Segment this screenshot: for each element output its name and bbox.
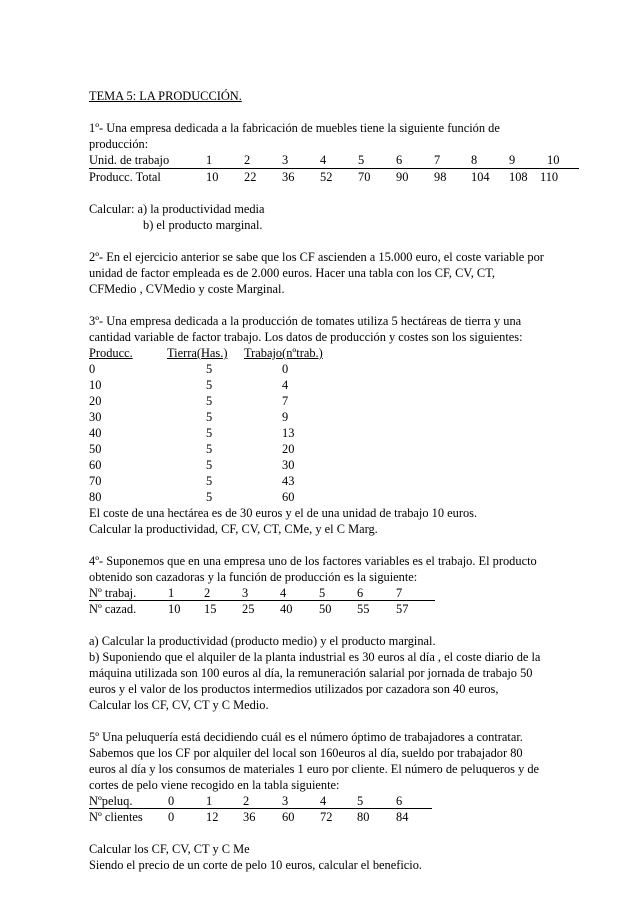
ex4-cell: 10 [168,602,181,616]
ex4-part-a: a) Calcular la productividad (producto medio) y el producto marginal. [89,634,436,648]
ex3-cell: 50 [89,442,102,456]
ex4-cell: 57 [396,602,409,616]
ex3-line1: 3º- Una empresa dedicada a la producción de tomates utiliza 5 hectáreas de tierra y una [89,314,522,328]
ex3-cell: 7 [282,394,289,408]
ex2-line2: unidad de factor empleada es de 2.000 euros. Hacer una tabla con los CF, CV, CT, [89,266,495,280]
ex3-table-row [89,425,579,441]
ex1-intro-line2: producción: [89,137,149,151]
ex1-calc-line2: b) el producto marginal. [143,218,263,232]
ex1-cell: 108 [509,170,528,184]
ex3-cell: 20 [89,394,102,408]
ex3-cell: 70 [89,474,102,488]
document-page [89,88,579,873]
ex3-line3: El coste de una hectárea es de 30 euros y el de una unidad de trabajo 10 euros. [89,506,478,520]
ex4-row1-underline [89,585,435,601]
ex1-calc-line1: Calcular: a) la productividad media [89,202,265,216]
ex3-cell: 5 [206,442,213,456]
ex1-cell: 10 [206,170,219,184]
ex1-cell: 6 [396,153,403,167]
ex4-table-row1 [89,585,579,601]
ex5-cell: 72 [320,810,333,824]
ex4-cell: 2 [204,586,211,600]
ex1-cell: 22 [244,170,257,184]
ex4-row2-label: Nº cazad. [89,602,137,616]
ex3-cell: 60 [282,490,295,504]
ex3-table-body [89,361,579,505]
ex4-line1: 4º- Suponemos que en una empresa uno de los factores variables es el trabajo. El producto [89,554,537,568]
ex5-cell: 0 [168,810,175,824]
ex4-table-row2 [89,601,579,617]
ex4-cell: 15 [204,602,217,616]
ex4-cell: 25 [242,602,255,616]
ex1-cell: 70 [358,170,371,184]
ex5-line6: Siendo el precio de un corte de pelo 10 euros, calcular el beneficio. [89,858,423,872]
ex1-cell: 90 [396,170,409,184]
ex3-cell: 9 [282,410,289,424]
ex1-row2-label: Producc. Total [89,170,161,184]
ex5-cell: 80 [357,810,370,824]
ex4-part-b-line3: euros y el valor de los productos intermedios utilizados por cazadora son 40 euros, [89,682,499,696]
ex1-cell: 7 [434,153,441,167]
ex1-cell: 36 [282,170,295,184]
ex3-cell: 5 [206,410,213,424]
ex3-cell: 20 [282,442,295,456]
ex5-line4: cortes de pelo viene recogido en la tabla siguiente: [89,778,340,792]
ex3-table-row [89,377,579,393]
ex3-cell: 5 [206,458,213,472]
ex3-table-row [89,393,579,409]
ex1-row1-label: Unid. de trabajo [89,153,170,167]
ex1-cell: 98 [434,170,447,184]
ex3-cell: 4 [282,378,289,392]
ex1-cell: 52 [320,170,333,184]
ex1-cell: 5 [358,153,365,167]
ex4-row1-label: Nº trabaj. [89,586,137,600]
ex5-cell: 6 [396,794,403,808]
ex5-line5: Calcular los CF, CV, CT y C Me [89,842,250,856]
ex3-cell: 5 [206,474,213,488]
ex3-line2: cantidad variable de factor trabajo. Los datos de producción y costes son los siguientes: [89,330,523,344]
ex3-cell: 5 [206,362,213,376]
ex4-cell: 6 [357,586,364,600]
ex3-table-row [89,361,579,377]
ex1-table-row1 [89,152,579,169]
ex1-cell: 4 [320,153,327,167]
ex4-part-b-line4: Calcular los CF, CV, CT y C Medio. [89,698,269,712]
ex5-cell: 2 [243,794,250,808]
ex5-cell: 84 [396,810,409,824]
ex3-table-row [89,473,579,489]
ex1-table-row2 [89,169,579,185]
ex4-cell: 55 [357,602,370,616]
ex1-cell: 3 [282,153,289,167]
ex5-cell: 1 [206,794,213,808]
ex4-part-b-line2: máquina utilizada son 100 euros al día, la remuneración salarial por jornada de trabajo 50 [89,666,533,680]
ex4-cell: 40 [280,602,293,616]
ex5-line3: euros al día y los consumos de materiales 1 euro por cliente. El número de peluqueros y de [89,762,540,776]
ex5-cell: 60 [282,810,295,824]
ex3-cell: 0 [282,362,289,376]
ex5-cell: 3 [282,794,289,808]
ex3-header-tierra: Tierra(Has.) [167,346,228,360]
ex5-table-row2 [89,809,579,825]
ex4-cell: 4 [280,586,287,600]
ex5-cell: 4 [320,794,327,808]
ex3-header-trabajo: Trabajo(nºtrab.) [244,346,323,360]
ex3-header-producc: Producc. [89,346,133,360]
ex3-cell: 10 [89,378,102,392]
ex3-cell: 30 [89,410,102,424]
ex5-table-row1 [89,793,579,809]
ex3-cell: 5 [206,490,213,504]
ex1-cell: 1 [206,153,213,167]
ex2-line1: 2º- En el ejercicio anterior se sabe que los CF ascienden a 15.000 euro, el coste variable por [89,250,544,264]
ex5-row1-label: Nºpeluq. [89,794,133,808]
ex3-table-row [89,409,579,425]
ex3-table-header [89,345,579,361]
ex3-cell: 13 [282,426,295,440]
ex2-line3: CFMedio , CVMedio y coste Marginal. [89,282,285,296]
document-title: TEMA 5: LA PRODUCCIÓN. [89,89,242,103]
ex3-table-row [89,457,579,473]
ex3-cell: 5 [206,378,213,392]
ex3-cell: 5 [206,394,213,408]
ex3-cell: 30 [282,458,295,472]
ex4-cell: 5 [319,586,326,600]
ex1-cell: 110 [540,170,559,184]
ex4-cell: 50 [319,602,332,616]
ex1-cell: 8 [471,153,478,167]
ex3-table-row [89,489,579,505]
ex5-cell: 0 [168,794,175,808]
ex3-table-row [89,441,579,457]
ex4-cell: 7 [396,586,403,600]
ex5-row1-underline [89,793,432,809]
ex3-line4: Calcular la productividad, CF, CV, CT, CMe, y el C Marg. [89,522,378,536]
ex5-cell: 5 [357,794,364,808]
ex4-line2: obtenido son cazadoras y la función de producción es la siguiente: [89,570,418,584]
ex5-cell: 36 [243,810,256,824]
ex3-cell: 40 [89,426,102,440]
ex1-cell: 9 [509,153,516,167]
ex4-cell: 3 [242,586,249,600]
ex5-cell: 12 [206,810,219,824]
ex4-cell: 1 [168,586,175,600]
ex3-cell: 5 [206,426,213,440]
ex3-cell: 43 [282,474,295,488]
ex3-cell: 60 [89,458,102,472]
ex1-intro-line1: 1º- Una empresa dedicada a la fabricación de muebles tiene la siguiente función de [89,121,500,135]
ex5-line1: 5º Una peluquería está decidiendo cuál es el número óptimo de trabajadores a contratar. [89,730,523,744]
ex3-cell: 0 [89,362,96,376]
ex1-cell: 10 [547,153,560,167]
ex1-cell: 2 [244,153,251,167]
ex3-cell: 80 [89,490,102,504]
ex1-cell: 104 [471,170,490,184]
ex4-part-b-line1: b) Suponiendo que el alquiler de la planta industrial es 30 euros al día , el coste diario de la [89,650,541,664]
ex5-line2: Sabemos que los CF por alquiler del local son 160euros al día, sueldo por trabajador 80 [89,746,523,760]
ex5-row2-label: Nº clientes [89,810,143,824]
